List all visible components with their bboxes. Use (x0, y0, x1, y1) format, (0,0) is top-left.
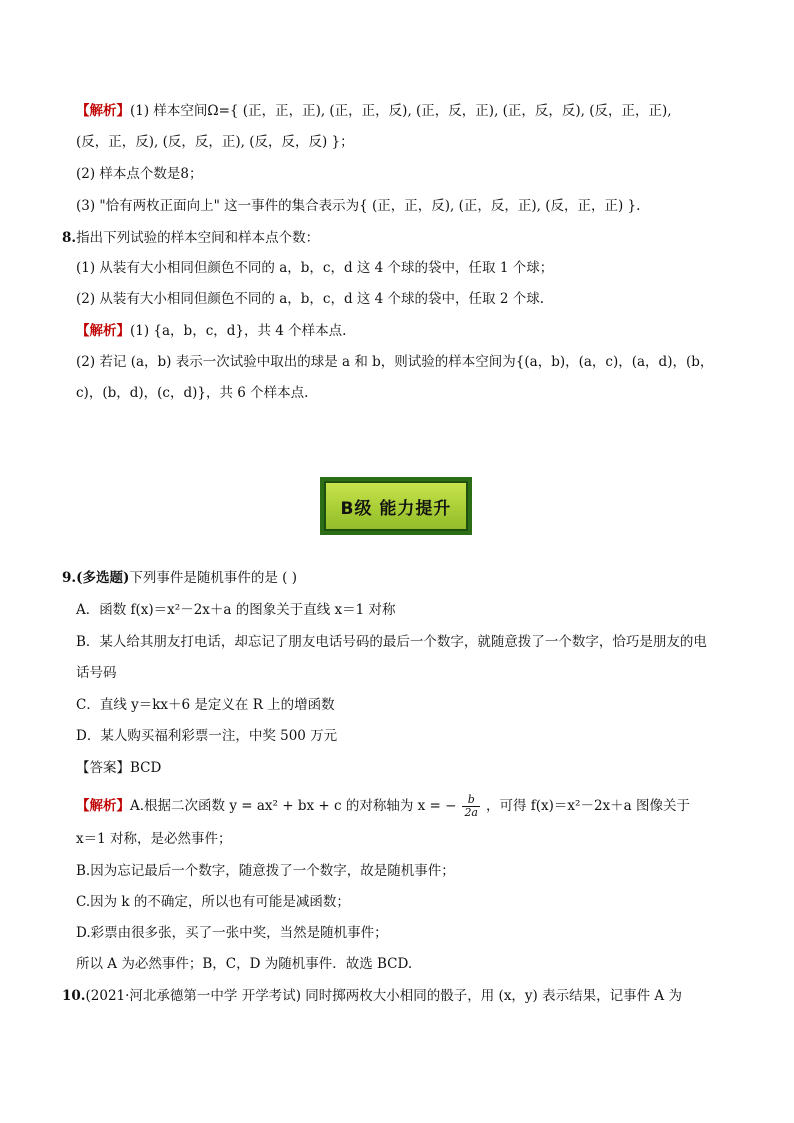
question-9-stem (62, 568, 746, 588)
analysis-text-cont: ，可得 f(x)＝x²－2x＋a 图像关于 (486, 798, 691, 814)
analysis-7-line-3: (2) 样本点个数是8； (76, 166, 203, 182)
question-text: 指出下列试验的样本空间和样本点个数： (76, 230, 320, 246)
analysis-7-line-1 (76, 101, 746, 121)
fraction (462, 794, 480, 819)
fraction-numerator: b (462, 794, 480, 807)
analysis-tag: 【解析】 (76, 798, 130, 814)
analysis-text: (1) 样本空间Ω={ (正，正，正), (正，正，反), (正，反，正), (正，反，反), (反，正，正), (130, 103, 672, 119)
analysis-7-line-4: (3) "恰有两枚正面向上" 这一事件的集合表示为{ (正，正，反), (正，反，正), (反，正，正) }. (76, 198, 641, 214)
analysis-8-line-2: (2) 若记 (a，b) 表示一次试验中取出的球是 a 和 b，则试验的样本空间为{(a，b)，(a，c)，(a，d)，(b， (76, 354, 714, 370)
option-b-line-1: B．某人给其朋友打电话，却忘记了朋友电话号码的最后一个数字，就随意拨了一个数字，恰巧是朋友的电 (76, 634, 707, 650)
analysis-9-line-2: x＝1 对称，是必然事件； (76, 831, 232, 847)
option-a: A．函数 f(x)＝x²－2x＋a 的图象关于直线 x＝1 对称 (76, 602, 396, 618)
section-banner (320, 477, 472, 535)
fraction-denominator: 2a (464, 806, 478, 819)
option-b-line-2: 话号码 (76, 665, 117, 681)
analysis-9-line-4: C.因为 k 的不确定，所以也有可能是减函数； (76, 894, 350, 910)
question-8-stem (62, 228, 746, 248)
question-10-stem (62, 986, 746, 1006)
question-8-part-1: (1) 从装有大小相同但颜色不同的 a，b，c，d 这 4 个球的袋中，任取 1 个球； (76, 260, 554, 276)
analysis-tag: 【解析】 (76, 323, 130, 339)
option-c: C．直线 y＝kx＋6 是定义在 R 上的增函数 (76, 697, 335, 713)
analysis-text: A.根据二次函数 y = ax² + bx + c 的对称轴为 x = − (130, 798, 457, 814)
analysis-tag: 【解析】 (76, 103, 130, 119)
analysis-9-line-6: 所以 A 为必然事件；B，C，D 为随机事件．故选 BCD. (76, 956, 413, 972)
question-text: 下列事件是随机事件的是 ( ) (129, 570, 297, 586)
analysis-8-line-1 (76, 321, 746, 341)
question-number: 9. (62, 570, 77, 586)
analysis-7-line-2: (反，正，反), (反，反，正), (反，反，反) }； (76, 134, 354, 150)
section-banner-label: B级 能力提升 (324, 481, 468, 531)
question-8-part-2: (2) 从装有大小相同但颜色不同的 a，b，c，d 这 4 个球的袋中，任取 2 个球. (76, 291, 545, 307)
option-d: D．某人购买福利彩票一注，中奖 500 万元 (76, 728, 338, 744)
answer-line: 【答案】BCD (76, 760, 162, 776)
question-number: 10. (62, 988, 86, 1004)
question-type: (多选题) (76, 570, 130, 586)
analysis-9-line-5: D.彩票由很多张，买了一张中奖，当然是随机事件； (76, 925, 388, 941)
analysis-text: (1) {a，b，c，d}，共 4 个样本点. (130, 323, 347, 339)
analysis-9-line-3: B.因为忘记最后一个数字，随意拨了一个数字，故是随机事件； (76, 863, 455, 879)
question-number: 8. (62, 230, 77, 246)
analysis-9-line-1 (76, 788, 746, 824)
question-text: (2021·河北承德第一中学 开学考试) 同时掷两枚大小相同的骰子，用 (x，y) 表示结果，记事件 A 为 (85, 988, 682, 1004)
analysis-8-line-3: c)，(b，d)，(c，d)}，共 6 个样本点. (76, 385, 309, 401)
